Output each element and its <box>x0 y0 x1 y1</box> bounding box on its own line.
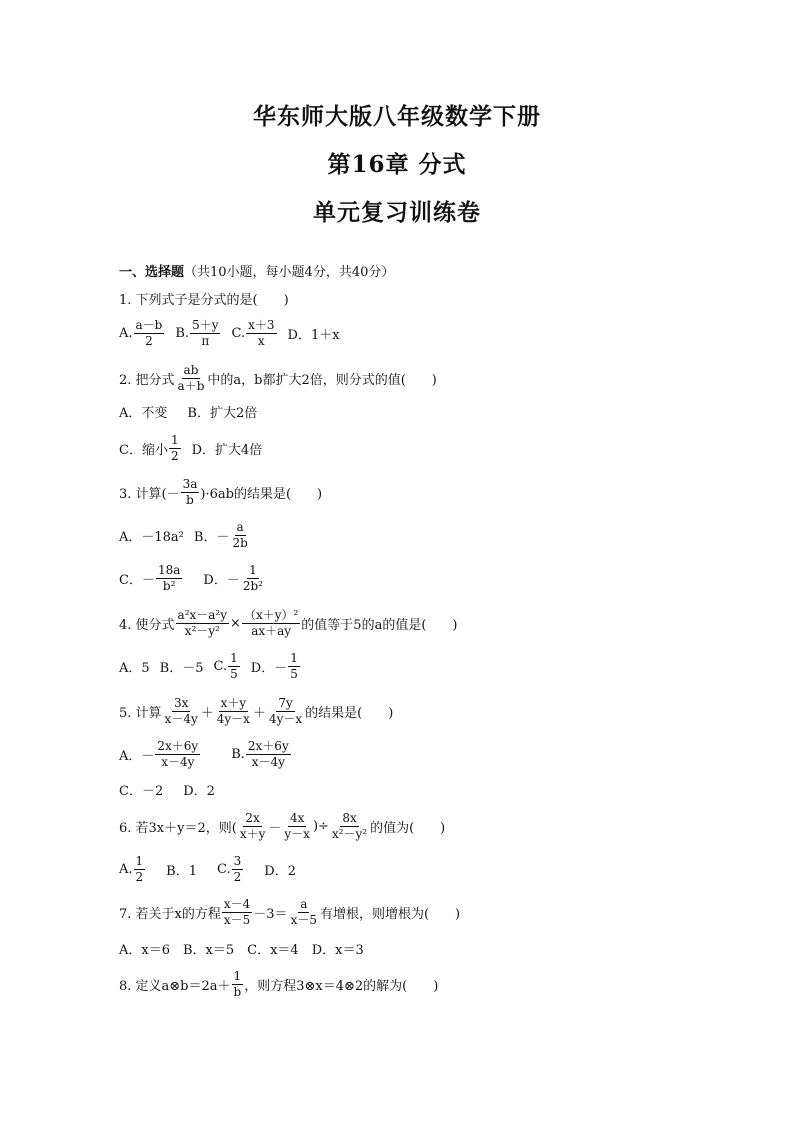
question-3-options-cd: C．－ $\frac{18a}{\text{b²}}$ D．－ $\frac{1}{\text{2b²}}$ <box>119 562 263 593</box>
option-b-fraction: $\frac{2x+6y}{x-4y}$ <box>247 738 289 769</box>
question-6-options: A. $\frac{1}{2}$ B．1 C. $\frac{3}{2}$ D．2 <box>119 853 296 884</box>
question-7-stem: 7. 若关于x的方程 $\frac{x-4}{x-5}$ －3＝ $\frac{a}{x-5}$ 有增根，则增根为( ) <box>119 896 461 927</box>
option-d: D．2 <box>183 783 215 799</box>
question-8-stem: 8. 定义a⊗b＝2a＋ $\frac{1}{b}$ ，则方程3⊗x＝4⊗2的解为( ) <box>119 968 439 999</box>
option-b: B．－5 <box>159 660 204 676</box>
question-5-options-ab: A．－ $\frac{2x+6y}{x-4y}$ B. $\frac{2x+6y}{x-4y}$ <box>119 738 289 769</box>
option-c-fraction: $\frac{3}{2}$ <box>233 853 242 884</box>
option-c-fraction: $\frac{1}{2}$ <box>170 432 179 463</box>
option-c-fraction: $\frac{x+3}{x}$ <box>248 317 275 348</box>
option-a-fraction: $\frac{a-b}{2}$ <box>135 317 163 348</box>
option-b: B．1 <box>166 863 197 879</box>
question-4-fraction-2: $\frac{\text{（x＋y）²}}{ax+ay}$ <box>243 607 299 638</box>
question-1-options <box>119 313 340 353</box>
question-5-fraction-1: $\frac{3x}{x-4y}$ <box>164 695 198 726</box>
question-6-stem: 6. 若3x＋y＝2，则( $\frac{2x}{x+y}$ － $\frac{4x}{y-x}$ )÷ $\frac{8x}{\text{x²－y²}}$ 的值为( ) <box>119 810 446 841</box>
option-b-label: B. <box>175 325 190 341</box>
option-a: A．－18a² <box>119 529 184 545</box>
question-8-fraction: $\frac{1}{b}$ <box>233 968 242 999</box>
question-6-fraction-1: $\frac{2x}{x+y}$ <box>239 810 266 841</box>
option-d: D．2 <box>264 863 296 879</box>
question-2-options-ab <box>119 391 257 431</box>
question-3-stem: 3. 计算(－ $\frac{3a}{b}$ )·6ab的结果是( ) <box>119 476 323 507</box>
chapter-title: 第16章 分式 <box>327 151 467 178</box>
option-d: D．1＋x <box>287 327 340 343</box>
question-7-options: A．x＝6 B．x＝5 C．x＝4 D．x＝3 <box>119 942 364 958</box>
question-7-fraction-1: $\frac{x-4}{x-5}$ <box>223 896 251 927</box>
option-a: A．5 <box>119 660 150 676</box>
question-7-fraction-2: $\frac{a}{x-5}$ <box>290 896 317 927</box>
option-c-fraction: $\frac{18a}{\text{b²}}$ <box>157 562 181 593</box>
option-d-fraction: $\frac{1}{5}$ <box>290 650 298 681</box>
doc-title: 华东师大版八年级数学下册 <box>253 103 541 130</box>
question-5-fraction-2: $\frac{x+y}{4y-x}$ <box>216 695 250 726</box>
question-5-fraction-3: $\frac{7y}{4y-x}$ <box>268 695 303 726</box>
option-c-fraction: $\frac{1}{5}$ <box>230 650 238 681</box>
question-2-fraction: $\frac{ab}{a+b}$ <box>177 362 205 393</box>
section-label: 一、选择题 <box>119 264 185 280</box>
option-c-label: C. <box>231 325 246 341</box>
option-d: D．扩大4倍 <box>191 442 263 458</box>
question-1-stem: 1. 下列式子是分式的是( ) <box>119 292 289 308</box>
question-6-fraction-2: $\frac{4x}{y-x}$ <box>284 810 310 841</box>
option-d-fraction: $\frac{1}{\text{2b²}}$ <box>242 562 263 593</box>
section-info: （共10小题，每小题4分，共40分） <box>184 264 395 280</box>
option-c: C．－2 <box>119 783 164 799</box>
option-a-fraction: $\frac{2x+6y}{x-4y}$ <box>157 738 199 769</box>
option-a: A．不变 <box>119 405 168 421</box>
option-a-fraction: $\frac{1}{2}$ <box>135 853 144 884</box>
option-b-fraction: $\frac{a}{2b}$ <box>232 519 248 550</box>
question-3-options-ab: A．－18a² B．－ $\frac{a}{2b}$ <box>119 519 248 550</box>
question-5-stem: 5. 计算 $\frac{3x}{x-4y}$ ＋ $\frac{x+y}{4y-x}$ ＋ $\frac{7y}{4y-x}$ 的结果是( ) <box>119 695 394 726</box>
question-5-options-cd <box>119 769 215 809</box>
question-4-options: A．5 B．－5 C. $\frac{1}{5}$ D．－ $\frac{1}{5}$ <box>119 650 298 681</box>
question-2-stem: 2. 把分式 $\frac{ab}{a+b}$ 中的a，b都扩大2倍，则分式的值( ) <box>119 362 437 393</box>
option-b: B．扩大2倍 <box>187 405 258 421</box>
question-6-fraction-3: $\frac{8x}{\text{x²－y²}}$ <box>331 810 368 841</box>
question-3-fraction: $\frac{3a}{b}$ <box>182 476 198 507</box>
question-4-stem: 4. 使分式 $\frac{\text{a²x－a²y}}{\text{x²－y²}}$ × $\frac{\text{（x＋y）²}}{ax+ay}$ 的值等于5的a的值是( ) <box>119 607 458 638</box>
option-a-label: A. <box>119 325 133 341</box>
test-title: 单元复习训练卷 <box>313 199 481 226</box>
question-2-options-cd: C．缩小 $\frac{1}{2}$ D．扩大4倍 <box>119 432 263 463</box>
question-4-fraction-1: $\frac{\text{a²x－a²y}}{\text{x²－y²}}$ <box>177 607 228 638</box>
option-b-fraction: $\frac{5+y}{\pi}$ <box>192 317 219 348</box>
